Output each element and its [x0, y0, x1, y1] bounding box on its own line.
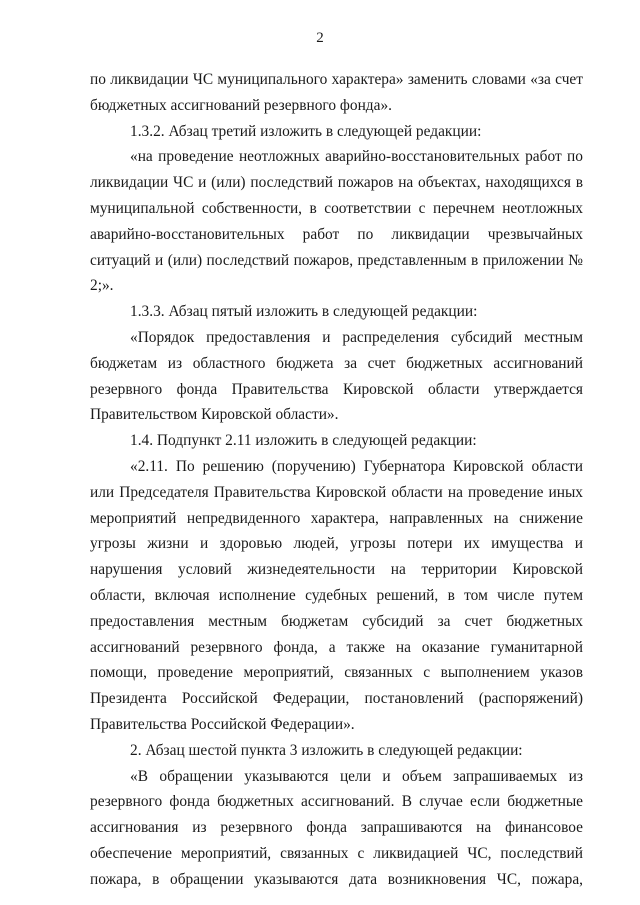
- paragraph-5: «Порядок предоставления и распределения субсидий местным бюджетам из областного бюджета за счет бюджетных ассигнований резервного фонда Правительства Кировской области утверждается Правительством Кировской области».: [90, 328, 583, 424]
- paragraph-1: по ликвидации ЧС муниципального характера» заменить словами «за счет бюджетных ассигнований резервного фонда».: [90, 71, 583, 114]
- paragraph-6: 1.4. Подпункт 2.11 изложить в следующей редакции:: [130, 432, 477, 450]
- paragraph-4: 1.3.3. Абзац пятый изложить в следующей редакции:: [130, 303, 478, 321]
- paragraph-8: 2. Абзац шестой пункта 3 изложить в следующей редакции:: [130, 741, 523, 759]
- paragraph-3: «на проведение неотложных аварийно-восстановительных работ по ликвидации ЧС и (или) последствий пожаров на объектах, находящихся в муниципальной собственности, в соответствии с перечнем неотложных аварийно-восстановительных работ по ликвидации чрезвычайных ситуаций и (или) последствий пожаров, представленным в приложении № 2;».: [90, 148, 583, 295]
- paragraph-9: «В обращении указываются цели и объем запрашиваемых из резервного фонда бюджетных ассигнований. В случае если бюджетные ассигнования из резервного фонда запрашиваются на финансовое обеспечение мероприятий, связанных с ликвидацией ЧС, последствий пожара, в обращении указываются дата возникновения ЧС, пожара,: [90, 767, 583, 888]
- page-number: 2: [316, 30, 324, 46]
- document-body: [90, 67, 583, 893]
- paragraph-7: «2.11. По решению (поручению) Губернатора Кировской области или Председателя Правительства Кировской области на проведение иных мероприятий непредвиденного характера, направленных на снижение угрозы жизни и здоровью людей, угрозы потери их имущества и нарушения условий жизнедеятельности на территории Кировской области, включая исполнение судебных решений, в том числе путем предоставления местным бюджетам субсидий за счет бюджетных ассигнований резервного фонда, а также на оказание гуманитарной помощи, проведение мероприятий, связанных с выполнением указов Президента Российской Федерации, постановлений (распоряжений) Правительства Российской Федерации».: [90, 457, 583, 733]
- paragraph-2: 1.3.2. Абзац третий изложить в следующей редакции:: [130, 122, 482, 140]
